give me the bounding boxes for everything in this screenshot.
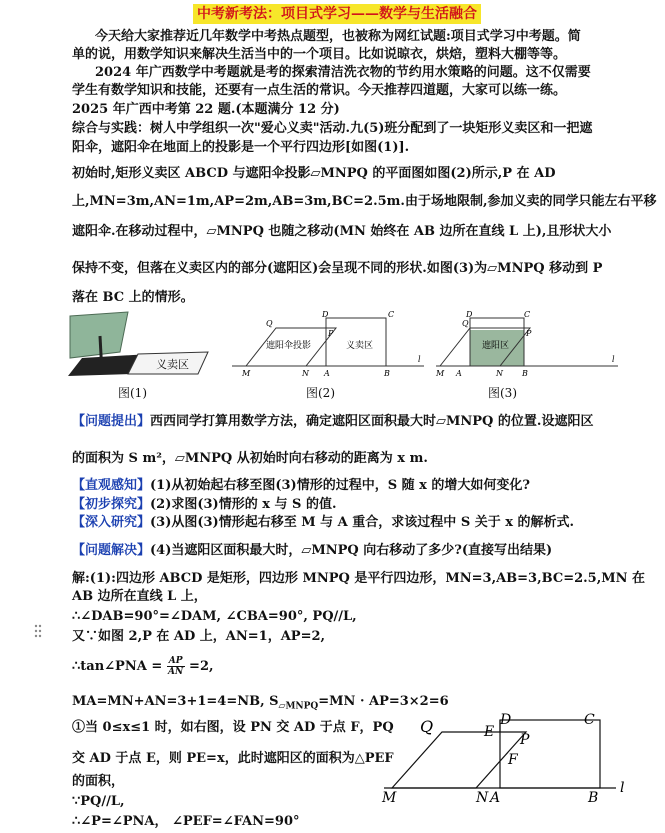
fraction-numerator: AP xyxy=(168,656,183,666)
point-c: C xyxy=(584,712,595,728)
intro-line: 学生有数学知识和技能，还要有一点生活的常识。今天推荐四道题，大家可以练一练。 xyxy=(72,83,567,98)
tag-q2: 【初步探究】 xyxy=(72,497,151,512)
point-a: A xyxy=(456,369,462,378)
solution-line: 的面积， xyxy=(72,774,125,789)
point-n: N xyxy=(302,369,309,378)
problem-text: 阳伞，遮阳伞在地面上的投影是一个平行四边形[如图(1)]. xyxy=(72,140,410,155)
figure-2 xyxy=(228,308,428,382)
area-subscript: ▱MNPQ xyxy=(278,701,319,712)
question-raise xyxy=(72,413,593,431)
point-m: M xyxy=(382,790,397,806)
point-p: P xyxy=(520,732,530,748)
point-b: B xyxy=(522,369,528,378)
intro-line: 今天给大家推荐近几年数学中考热点题型，也被称为网红试题:项目式学习中考题。简 xyxy=(95,29,581,44)
problem-text: 遮阳伞.在移动过程中，▱MNPQ 也随之移动(MN 始终在 AB 边所在直线 L 上),且形状大小 xyxy=(72,224,612,239)
area-suffix: =MN · AP=3×2=6 xyxy=(318,694,449,709)
tan-suffix: =2, xyxy=(189,659,214,674)
solution-line: AB 边所在直线 L 上， xyxy=(72,589,207,604)
q2-text: (2)求图(3)情形的 x 与 S 的值. xyxy=(150,497,337,512)
question-3 xyxy=(72,514,574,532)
raise-text: 西西同学打算用数学方法，确定遮阳区面积最大时▱MNPQ 的位置.设遮阳区 xyxy=(150,414,594,429)
figure-1-umbrella xyxy=(68,308,218,382)
question-4 xyxy=(72,542,552,560)
drag-handle-icon[interactable] xyxy=(34,624,42,638)
solution-line: ∴∠DAB=90°=∠DAM, ∠CBA=90°, PQ//L, xyxy=(72,609,357,624)
solution-line: ∵PQ//L, xyxy=(72,794,125,809)
point-q: Q xyxy=(462,319,469,328)
tag-raise: 【问题提出】 xyxy=(72,414,151,429)
problem-source: 2025 年广西中考第 22 题.(本题满分 12 分) xyxy=(72,102,340,117)
point-p: P xyxy=(526,329,532,338)
page-title: 中考新考法：项目式学习——数学与生活融合 xyxy=(193,4,481,24)
solution-line: 解:(1):四边形 ABCD 是矩形，四边形 MNPQ 是平行四边形，MN=3,AB=3,BC=2.5,MN 在 xyxy=(72,571,646,586)
point-m: M xyxy=(242,369,251,378)
point-a: A xyxy=(490,790,501,806)
point-c: C xyxy=(524,310,531,319)
figure-1-caption: 图(1) xyxy=(118,386,147,400)
shadow-label: 遮阳伞投影 xyxy=(266,341,312,351)
problem-text: 保持不变，但落在义卖区内的部分(遮阳区)会呈现不同的形状.如图(3)为▱MNPQ 移动到 P xyxy=(72,261,603,276)
tag-q1: 【直观感知】 xyxy=(72,478,151,493)
figure-2-caption: 图(2) xyxy=(306,386,335,400)
parallelogram-mnpq xyxy=(392,732,526,788)
point-a: A xyxy=(324,369,330,378)
problem-text: 初始时,矩形义卖区 ABCD 与遮阳伞投影▱MNPQ 的平面图如图(2)所示,P 在 AD xyxy=(72,166,556,181)
intro-line: 2024 年广西数学中考题就是考的探索清洁洗衣物的节约用水策略的问题。这不仅需要 xyxy=(95,65,591,80)
problem-text: 上,MN=3m,AN=1m,AP=2m,AB=3m,BC=2.5m.由于场地限制,参加义卖的同学只能左右平移 xyxy=(72,194,657,209)
solution-figure xyxy=(380,710,640,806)
tan-prefix: ∴tan∠PNA = xyxy=(72,659,163,674)
question-2 xyxy=(72,496,336,514)
question-raise-2: 的面积为 S m²，▱MNPQ 从初始时向右移动的距离为 x m. xyxy=(72,451,428,466)
point-e: E xyxy=(484,724,495,740)
point-n: N xyxy=(476,790,489,806)
market-area-label: 义卖区 xyxy=(156,358,189,371)
point-m: M xyxy=(436,369,445,378)
fraction-denominator: AN xyxy=(168,667,184,677)
solution-line: ∴∠P=∠PNA， ∠PEF=∠FAN=90° xyxy=(72,814,300,829)
solution-tan xyxy=(72,655,214,679)
solution-line: 交 AD 于点 E，则 PE=x，此时遮阳区的面积为△PEF xyxy=(72,751,394,766)
market-label: 义卖区 xyxy=(346,341,374,351)
figure-3-caption: 图(3) xyxy=(488,386,517,400)
q1-text: (1)从初始起右移至图(3)情形的过程中，S 随 x 的增大如何变化? xyxy=(150,478,531,493)
intro-line: 单的说，用数学知识来解决生活当中的一个项目。比如说晾衣，烘焙，塑料大棚等等。 xyxy=(72,47,567,62)
q3-text: (3)从图(3)情形起右移至 M 与 A 重合，求该过程中 S 关于 x 的解析式. xyxy=(150,515,575,530)
umbrella-canopy xyxy=(70,312,128,358)
problem-text: 综合与实践：树人中学组织一次"爱心义卖"活动.九(5)班分配到了一块矩形义卖区和一把遮 xyxy=(72,121,593,136)
solution-line: 又∵如图 2,P 在 AD 上，AN=1，AP=2, xyxy=(72,629,326,644)
point-f: F xyxy=(508,752,518,768)
point-b: B xyxy=(588,790,599,806)
point-l: l xyxy=(620,780,625,796)
shade-label: 遮阳区 xyxy=(482,341,510,351)
point-c: C xyxy=(388,310,395,319)
point-n: N xyxy=(496,369,503,378)
point-d: D xyxy=(500,712,512,728)
q4-text: (4)当遮阳区面积最大时，▱MNPQ 向右移动了多少?(直接写出结果) xyxy=(150,543,553,558)
point-d: D xyxy=(466,310,473,319)
point-l: l xyxy=(418,355,421,364)
point-q: Q xyxy=(266,319,273,328)
point-b: B xyxy=(384,369,390,378)
problem-text: 落在 BC 上的情形。 xyxy=(72,290,194,305)
tan-fraction xyxy=(167,656,185,677)
tag-q4: 【问题解决】 xyxy=(72,543,151,558)
question-1 xyxy=(72,477,530,495)
point-l: l xyxy=(612,355,615,364)
area-prefix: MA=MN+AN=3+1=4=NB, S xyxy=(72,694,279,709)
solution-line: ①当 0≤x≤1 时，如右图，设 PN 交 AD 于点 F，PQ xyxy=(72,720,394,735)
tag-q3: 【深入研究】 xyxy=(72,515,151,530)
figure-3 xyxy=(432,308,622,382)
point-q: Q xyxy=(420,717,434,736)
point-d: D xyxy=(322,310,329,319)
point-p: P xyxy=(328,329,334,338)
